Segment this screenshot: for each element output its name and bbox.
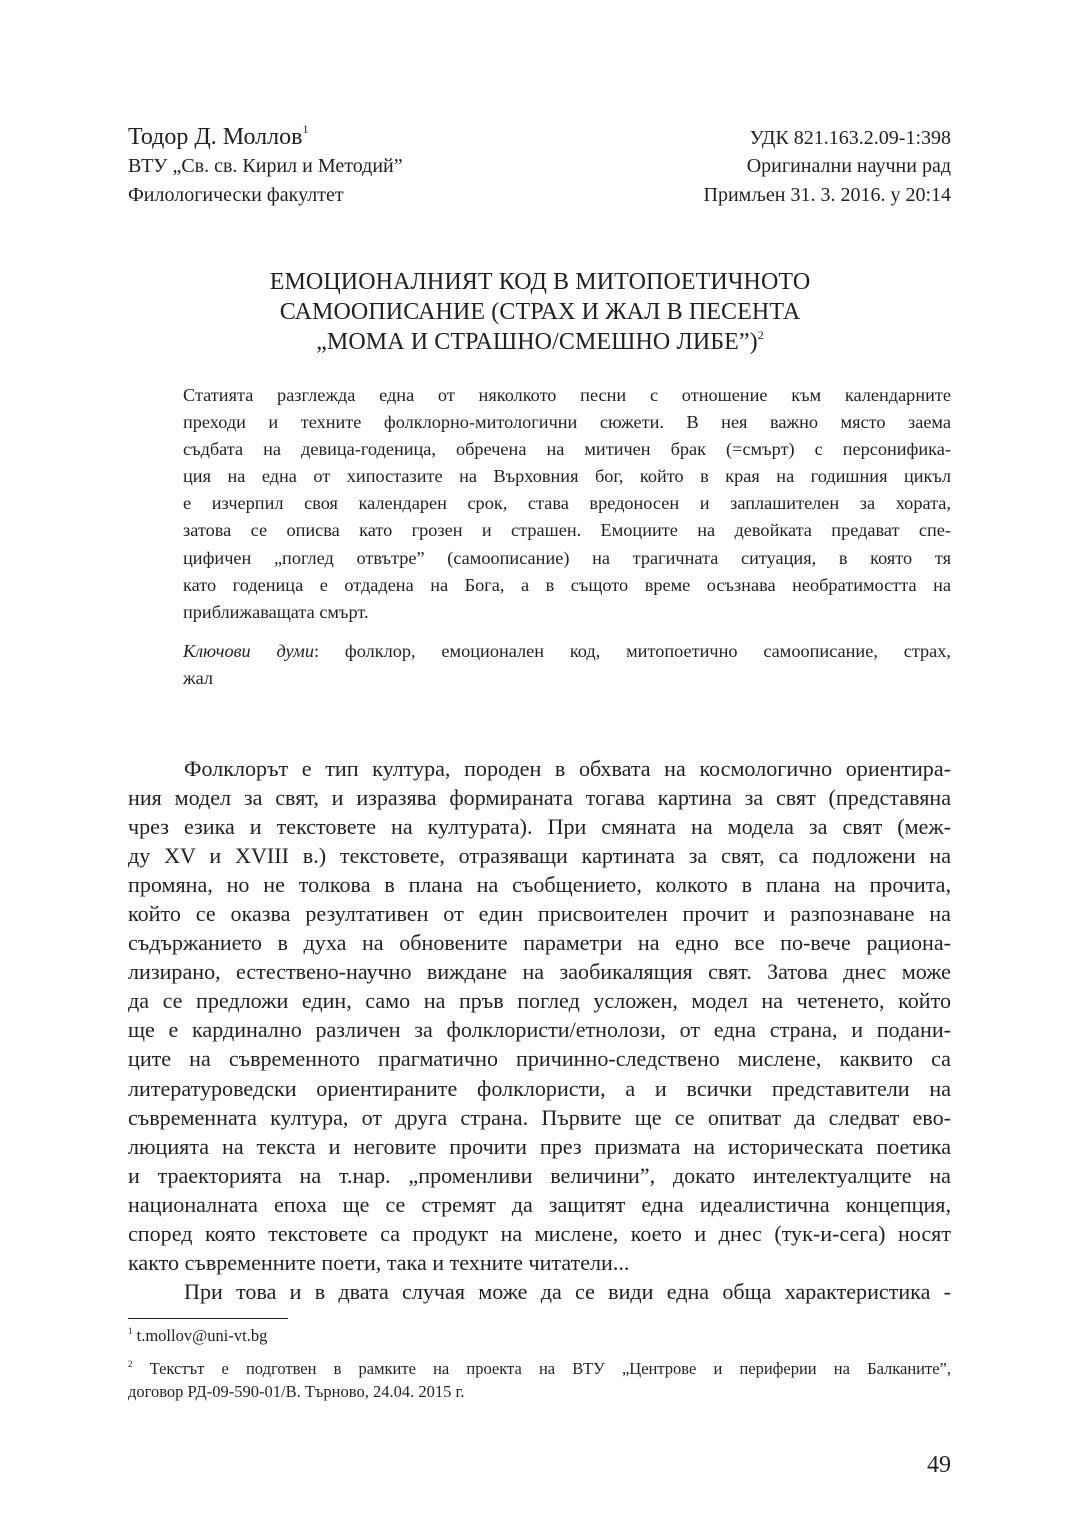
- abstract-line: ция на една от хипостазите на Върховния бог, който в края на годишния цикъл: [183, 466, 951, 487]
- paragraph-line: съдържанието в духа на обновените параметри на едно все по-вече рациона-: [128, 930, 951, 956]
- abstract-line: съдбата на девица-годеница, обречена на митичен брак (=смърт) с персонифика-: [183, 439, 951, 460]
- paragraph-line: Фолклорът е тип култура, породен в обхвата на космологично ориентира-: [184, 756, 951, 781]
- author-faculty: Филологически факултет: [128, 184, 344, 206]
- article-type: Оригинални научни рад: [746, 155, 951, 177]
- paragraph-line: както съвременните поети, така и техните читатели...: [128, 1249, 630, 1275]
- author-affiliation: ВТУ „Св. св. Кирил и Методий”: [128, 155, 403, 177]
- abstract-line: като годеница е отдадена на Бога, а в същото време осъзнава необратимостта на: [183, 574, 951, 595]
- paragraph-line: ците на съвременното прагматично причинно-следствено мислене, каквито са: [128, 1046, 951, 1072]
- footnote-email[interactable]: t.mollov@uni-vt.bg: [132, 1326, 268, 1345]
- title-line: ЕМОЦИОНАЛНИЯТ КОД В МИТОПОЕТИЧНОТО: [269, 269, 811, 295]
- received-date: Примљен 31. 3. 2016. у 20:14: [703, 184, 951, 206]
- paragraph-line: чрез езика и текстовете на културата). При смяната на модела за свят (меж-: [128, 814, 951, 840]
- footnote-number: 1: [128, 1326, 133, 1336]
- paragraph-line: и траекторията на т.нар. „променливи величини”, докато интелектуалците на: [128, 1162, 951, 1188]
- abstract-line: преходи и техните фолклорно-митологични сюжети. В нея важно място заема: [183, 412, 951, 433]
- article-meta-block: [491, 124, 951, 210]
- abstract-line: е изчерпил своя календарен срок, става вредоносен и заплашителен за хората,: [183, 493, 951, 514]
- keywords-label: Ключови думи: [183, 640, 314, 661]
- paragraph-line: ду XV и XVIII в.) текстовете, отразяващи картината за свят, са подложени на: [128, 843, 951, 869]
- paragraph-line: ще е кардинално различен за фолклористи/етнолози, от една страна, и подани-: [128, 1017, 951, 1043]
- footnote-ref-2[interactable]: 2: [757, 328, 764, 342]
- footnote-2: [128, 1357, 951, 1403]
- body-text: [128, 754, 951, 1306]
- paragraph-line: промяна, но не толкова в плана на съобщението, колкото в плана на прочита,: [128, 872, 951, 898]
- paragraph-line: който се оказва резултативен от един присвоителен прочит и разпознаване на: [128, 901, 951, 927]
- footnote-divider: [128, 1318, 288, 1319]
- article-title: [140, 267, 940, 357]
- abstract-line: приближаващата смърт.: [183, 601, 369, 622]
- keywords: [183, 638, 951, 692]
- paragraph-line: люцията на текста и неговите прочити през призмата на историческата поетика: [128, 1133, 951, 1159]
- abstract-line: Статията разглежда една от няколкото песни с отношение към календарните: [183, 385, 951, 405]
- abstract: [183, 382, 951, 692]
- title-line: САМООПИСАНИЕ (СТРАХ И ЖАЛ В ПЕСЕНТА: [279, 299, 801, 325]
- footnote-text: Текстът е подготвен в рамките на проекта на ВТУ „Центрове и периферии на Балканите”,: [132, 1359, 951, 1378]
- footnote-number: 2: [128, 1359, 133, 1369]
- paragraph-line: литературоведски ориентираните фолклористи, а и всички представители на: [128, 1075, 951, 1101]
- udk-code: УДК 821.163.2.09-1:398: [749, 127, 951, 149]
- paragraph-line: според която текстовете са продукт на мислене, което и днес (тук-и-сега) носят: [128, 1220, 951, 1246]
- abstract-line: цифичен „поглед отвътре” (самоописание) на трагичната ситуация, в която тя: [183, 547, 951, 568]
- paragraph-line: съвременната култура, от друга страна. Първите ще се опитват да следват ево-: [128, 1104, 951, 1130]
- page-number: 49: [927, 1452, 951, 1478]
- paragraph-line: При това и в двата случая може да се види една обща характеристика -: [184, 1278, 951, 1304]
- author-name: Тодор Д. Моллов$^1$: [128, 122, 309, 150]
- paragraph-line: да се предложи един, само на пръв поглед усложен, модел на четенето, който: [128, 988, 951, 1014]
- footnote-ref-1[interactable]: 1: [302, 122, 309, 136]
- footnote-1: [128, 1324, 951, 1347]
- abstract-line: затова се описва като грозен и страшен. Емоциите на девойката предават спе-: [183, 520, 951, 541]
- keywords-line: Ключови думи: фолклор, емоционален код, митопоетично самоописание, страх,: [183, 640, 952, 661]
- paragraph-line: националната епоха ще се стремят да защитят една идеалистична концепция,: [128, 1191, 951, 1217]
- paragraph-line: ния модел за свят, и изразява формираната тогава картина за свят (представяна: [128, 785, 951, 811]
- footnotes: [128, 1324, 951, 1403]
- keywords-line: жал: [183, 667, 214, 688]
- footnote-text: договор РД-09-590-01/В. Търново, 24.04. 2015 г.: [128, 1382, 465, 1401]
- title-line: „МОМА И СТРАШНО/СМЕШНО ЛИБЕ”)$^2$: [316, 328, 764, 355]
- paragraph-line: лизирано, естествено-научно виждане на заобикалящия свят. Затова днес може: [128, 959, 951, 985]
